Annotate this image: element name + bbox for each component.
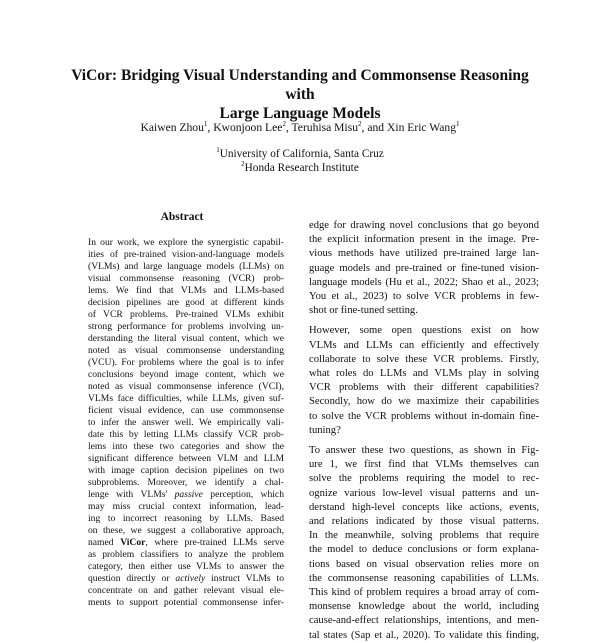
title-line-1: ViCor: Bridging Visual Understanding and Commonsense Reasoning with xyxy=(71,67,529,103)
body-line: tions based on visual observation relies more on xyxy=(309,558,539,570)
abstract-line: named ViCor, where pre-trained LLMs serve xyxy=(88,537,284,548)
body-line: cause-and-effect relationships, intentions, and men- xyxy=(309,615,539,627)
abstract-line: significant difference between VLM and LLM xyxy=(88,453,284,464)
abstract-line: as problem classifiers to analyze the problem xyxy=(88,549,284,560)
introduction-text xyxy=(309,219,539,643)
body-line: the model to deduce conclusions or form explana- xyxy=(309,544,539,556)
abstract-line: concentrate on and gather relevant visual ele- xyxy=(88,585,284,596)
body-line: what roles do LLMs and VLMs play in solving xyxy=(309,368,539,380)
body-line: the explicit information present in the image. Pre- xyxy=(309,234,539,246)
abstract-line: of VCR problems. Pre-trained VLMs exhibit xyxy=(88,309,284,320)
author-separator: , xyxy=(285,121,292,134)
abstract-line: VLMs face difficulties, while LLMs, given suf- xyxy=(88,393,284,404)
abstract-line: to infer the answer well. We empirically vali- xyxy=(88,417,284,428)
body-line: to solve the VCR problems without in-domain fine- xyxy=(309,410,539,422)
affiliation-list xyxy=(60,147,540,175)
body-line: derstand high-level concepts like actions, events, xyxy=(309,501,539,513)
affiliation-name: Honda Research Institute xyxy=(244,162,359,174)
abstract-line: ities of pre-trained vision-and-language models xyxy=(88,249,284,260)
abstract-line: on these, we suggest a collaborative approach, xyxy=(88,525,284,536)
abstract-line: with image caption decision pipelines on two xyxy=(88,465,284,476)
abstract-line: may miss crucial context information, lead- xyxy=(88,501,284,512)
body-line: In the meanwhile, solving problems that require xyxy=(309,530,539,542)
body-line: guage models and pre-trained or fine-tuned vision- xyxy=(309,262,539,274)
author-list xyxy=(60,121,540,135)
title-line-2: Large Language Models xyxy=(219,105,381,122)
abstract-line: (VCU). For problems where the goal is to infer xyxy=(88,357,284,368)
affiliation xyxy=(60,147,540,161)
author-separator: , xyxy=(207,121,214,134)
abstract-line: conclusions beyond image content, which we xyxy=(88,369,284,380)
abstract-line: strong performance for problems involving un- xyxy=(88,321,284,332)
affiliation-mark: 1 xyxy=(216,146,220,155)
author-affiliation-mark: 1 xyxy=(456,120,460,129)
author-name: Teruhisa Misu xyxy=(291,121,359,134)
body-line: To answer these two questions, as shown in Fig- xyxy=(309,445,539,457)
author-affiliation-mark: 2 xyxy=(358,120,362,129)
abstract-heading: Abstract xyxy=(160,211,204,223)
body-line: vious methods have utilized pre-trained large lan- xyxy=(309,248,539,260)
body-line: VCR problems with their different capabilities? xyxy=(309,382,539,394)
body-line: collaborate to solve these VCR problems. Firstly, xyxy=(309,353,539,365)
abstract-line: ficient visual evidence, can use commonsense xyxy=(88,405,284,416)
author-name: Xin Eric Wang xyxy=(386,121,457,134)
abstract-line: lenge with VLMs' passive perception, which xyxy=(88,489,284,500)
paragraph xyxy=(309,444,539,643)
abstract-line: question directly or actively instruct VLMs to xyxy=(88,573,284,584)
author-name: Kaiwen Zhou xyxy=(140,121,204,134)
body-line: ure 1, we first find that VLMs themselves can xyxy=(309,459,539,471)
body-line: language models (Hu et al., 2022; Shao et al., 2023; xyxy=(309,276,539,288)
abstract-line: noted as visual commonsense understanding xyxy=(88,345,284,356)
body-line: Secondly, how do we maximize their capabilities xyxy=(309,396,539,408)
paragraph xyxy=(309,324,539,438)
author-separator: , and xyxy=(361,121,387,134)
abstract-line: date this by letting LLMs classify VCR prob- xyxy=(88,429,284,440)
abstract-line: visual commonsense reasoning (VCR) prob- xyxy=(88,273,284,284)
abstract-line: ing to incorrect reasoning by LLMs. Based xyxy=(88,513,284,524)
body-line: tal states (Sap et al., 2020). To validate this finding, xyxy=(309,629,539,641)
body-line: This kind of problem requires a broad array of com- xyxy=(309,587,539,599)
abstract-line: noted as visual commonsense inference (VCI), xyxy=(88,381,284,392)
author-name: Kwonjoon Lee xyxy=(213,121,283,134)
abstract-line: category, then either use VLMs to answer the xyxy=(88,561,284,572)
abstract-line: decision pipelines are good at different kinds xyxy=(88,297,284,308)
author-affiliation-mark: 2 xyxy=(282,120,286,129)
abstract-line: subproblems. Moreover, we identify a chal- xyxy=(88,477,284,488)
paper-title xyxy=(60,66,540,123)
abstract-text xyxy=(88,237,284,609)
author-affiliation-mark: 1 xyxy=(203,120,208,129)
body-line: solve the problems requiring the model to rec- xyxy=(309,473,539,485)
paragraph xyxy=(309,219,539,318)
body-line: tuning? xyxy=(309,424,341,436)
body-line: shot or fine-tuned setting. xyxy=(309,305,418,317)
body-line: However, some open questions exist on how xyxy=(309,325,539,337)
body-line: the commonsense reasoning capabilities of LLMs. xyxy=(309,572,539,584)
abstract-line: derstanding the literal visual content, which we xyxy=(88,333,284,344)
affiliation-name: University of California, Santa Cruz xyxy=(219,148,384,160)
abstract-line: lems. We find that VLMs and LLMs-based xyxy=(88,285,284,296)
affiliation xyxy=(60,161,540,175)
abstract-line: lems into these two categories and show the xyxy=(88,441,284,452)
abstract-line: In our work, we explore the synergistic capabil- xyxy=(88,237,284,248)
body-line: VLMs and LLMs can efficiently and effectively xyxy=(309,339,539,351)
affiliation-mark: 2 xyxy=(241,160,245,169)
body-line: You et al., 2023) to solve VCR problems in few- xyxy=(309,291,539,303)
body-line: monsense knowledge about the world, including xyxy=(309,601,539,613)
abstract-line: ments to support potential commonsense infer- xyxy=(88,597,284,608)
abstract-line: (VLMs) and large language models (LLMs) on xyxy=(88,261,284,272)
body-line: and relations indicated by those visual patterns. xyxy=(309,516,539,528)
body-line: ognize various low-level visual patterns and un- xyxy=(309,487,539,499)
body-line: edge for drawing novel conclusions that go beyond xyxy=(309,220,539,231)
